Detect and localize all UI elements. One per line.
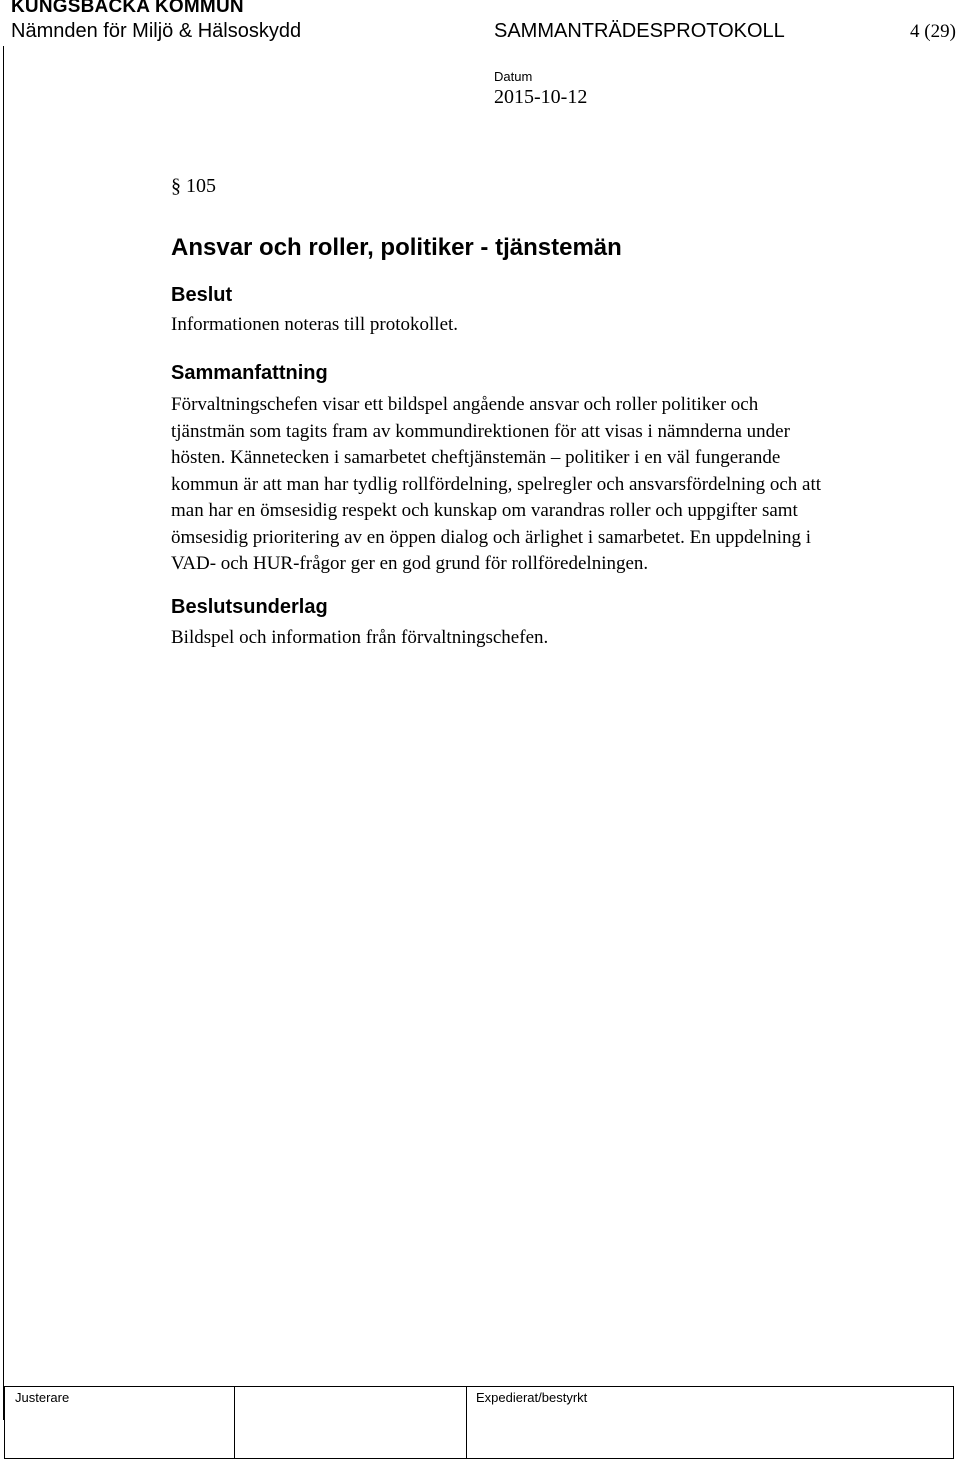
sammanfattning-heading: Sammanfattning <box>171 362 328 384</box>
date-value: 2015-10-12 <box>494 86 588 108</box>
committee-name: Nämnden för Miljö & Hälsoskydd <box>11 20 302 42</box>
footer-top-rule <box>4 1386 954 1387</box>
left-margin-rule <box>3 46 4 1420</box>
beslut-text: Informationen noteras till protokollet. <box>171 314 459 335</box>
sammanfattning-text <box>171 392 946 578</box>
beslutsunderlag-text: Bildspel och information från förvaltningschefen. <box>171 627 549 648</box>
text-line: ömsesidig prioritering av en öppen dialog och ärlighet i samarbetet. En uppdelning i <box>171 526 812 548</box>
text-line: man har en ömsesidig respekt och kunskap om varandras roller och uppgifter samt <box>171 500 798 521</box>
section-title: Ansvar och roller, politiker - tjänstemän <box>171 234 622 261</box>
beslut-heading: Beslut <box>171 284 233 306</box>
expedierat-label: Expedierat/bestyrkt <box>476 1390 588 1405</box>
footer-divider <box>234 1386 235 1459</box>
justerare-label: Justerare <box>15 1390 70 1405</box>
footer-divider <box>466 1386 467 1459</box>
date-label: Datum <box>494 69 533 84</box>
text-line: kommun är att man har tydlig rollfördelning, spelregler och ansvarsfördelning och att <box>171 473 822 495</box>
footer-divider <box>953 1386 954 1459</box>
page-number: 4 (29) <box>910 21 956 42</box>
text-line: Förvaltningschefen visar ett bildspel angående ansvar och roller politiker och <box>171 394 759 415</box>
footer-bottom-rule <box>4 1458 954 1459</box>
beslutsunderlag-heading: Beslutsunderlag <box>171 596 328 618</box>
paragraph-number: § 105 <box>171 175 216 197</box>
text-line: tjänstmän som tagits fram av kommundirektionen för att visas i nämnderna under <box>171 420 790 442</box>
text-line: VAD- och HUR-frågor ger en god grund för rollföredelningen. <box>171 553 649 574</box>
text-line: hösten. Kännetecken i samarbetet cheftjänstemän – politiker i en väl fungerande <box>171 447 781 468</box>
organization-name: KUNGSBACKA KOMMUN <box>11 0 244 17</box>
footer-divider <box>4 1386 5 1459</box>
document-type: SAMMANTRÄDESPROTOKOLL <box>494 20 785 42</box>
